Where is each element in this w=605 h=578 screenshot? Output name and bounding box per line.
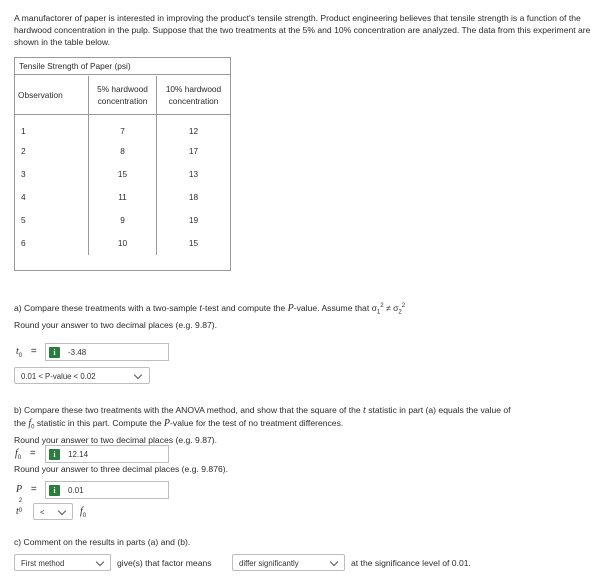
t0-answer-field[interactable] bbox=[45, 343, 169, 361]
part-c-question: c) Comment on the results in parts (a) and (b). bbox=[14, 537, 191, 547]
cell-10pct: 12 bbox=[157, 115, 231, 140]
data-table bbox=[14, 57, 231, 271]
cell-observation: 5 bbox=[21, 215, 26, 226]
cell-5pct: 15 bbox=[89, 162, 157, 185]
cell-10pct: 15 bbox=[157, 232, 231, 255]
p-value: 0.01 bbox=[68, 486, 84, 495]
comparison-selected: < bbox=[40, 508, 45, 517]
part-c-tail-text: at the significance level of 0.01. bbox=[351, 558, 471, 568]
table-row bbox=[15, 139, 230, 162]
f0-label bbox=[15, 448, 36, 461]
f0-compare-label bbox=[80, 506, 86, 519]
pvalue-range-selected: 0.01 < P-value < 0.02 bbox=[21, 372, 96, 381]
table-row bbox=[15, 185, 230, 208]
pvalue-range-select[interactable] bbox=[14, 367, 150, 384]
f0-subscript: 0 bbox=[17, 455, 22, 461]
table-row bbox=[15, 115, 230, 140]
round-note: Round your answer to two decimal places (e.g. 9.87). bbox=[14, 434, 218, 445]
column-header-5pct-line1: 5% hardwood bbox=[97, 84, 148, 94]
part-b-question bbox=[14, 404, 599, 446]
f0-symbol: f bbox=[15, 448, 18, 459]
cell-observation: 1 bbox=[21, 126, 26, 136]
round-note-3dp: Round your answer to three decimal places (e.g. 9.876). bbox=[14, 464, 229, 474]
equals-sign: = bbox=[30, 484, 37, 495]
part-a-text: -test and compute the bbox=[202, 302, 288, 313]
method-select[interactable] bbox=[14, 554, 111, 571]
column-header-5pct bbox=[89, 76, 157, 115]
cell-5pct: 10 bbox=[89, 232, 157, 255]
significance-select[interactable] bbox=[232, 554, 345, 571]
f0-answer-field[interactable] bbox=[45, 445, 169, 463]
t0-squared-symbol: t bbox=[16, 506, 19, 517]
table-row bbox=[15, 209, 230, 232]
chevron-down-icon bbox=[330, 558, 338, 566]
math-t: t bbox=[363, 405, 366, 416]
method-selected: First method bbox=[21, 559, 65, 568]
part-a-text: a) Compare these treatments with a two-sample bbox=[14, 302, 200, 313]
f0-subscript: 0 bbox=[82, 513, 87, 519]
problem-intro: A manufactorer of paper is interested in improving the product's tensile strength. Product engineering believes that tensile strength is a function of the hardwood concentration in the pulp. Suppose that the two treatments at the 5% and 10% concentration are analyzed. The data from this experiment are shown in the table below. bbox=[14, 13, 591, 47]
cell-5pct: 9 bbox=[89, 209, 157, 232]
math-p: P bbox=[287, 302, 294, 314]
cell-observation: 3 bbox=[21, 168, 26, 179]
table-row bbox=[15, 162, 230, 185]
chevron-down-icon bbox=[58, 507, 66, 515]
part-a-text: -value. Assume that σ bbox=[293, 302, 377, 313]
cell-5pct: 7 bbox=[89, 115, 157, 140]
cell-10pct: 18 bbox=[157, 185, 231, 208]
table-title: Tensile Strength of Paper (psi) bbox=[15, 58, 230, 75]
equals-sign: = bbox=[30, 346, 37, 357]
t0-value: -3.48 bbox=[68, 348, 87, 357]
cell-observation: 2 bbox=[21, 145, 26, 156]
table-body bbox=[15, 76, 230, 255]
cell-10pct: 13 bbox=[157, 162, 231, 185]
math-p: P bbox=[163, 418, 171, 429]
part-a-text: ≠ σ bbox=[383, 302, 399, 313]
chevron-down-icon bbox=[134, 371, 142, 379]
info-icon[interactable]: i bbox=[49, 485, 60, 496]
p-label bbox=[16, 484, 37, 495]
p-symbol: P bbox=[16, 484, 23, 495]
t0-squared-label bbox=[16, 498, 23, 517]
equals-sign: = bbox=[29, 448, 36, 459]
cell-observation: 4 bbox=[21, 191, 26, 202]
column-header-10pct-line2: concentration bbox=[168, 96, 219, 106]
table-row bbox=[15, 232, 230, 255]
f0-symbol: f bbox=[80, 506, 83, 517]
t0-subscript: 0 bbox=[18, 353, 23, 359]
column-header-observation: Observation bbox=[15, 76, 89, 115]
math-f: f bbox=[28, 418, 32, 429]
cell-10pct: 17 bbox=[157, 139, 231, 162]
column-header-5pct-line2: concentration bbox=[97, 96, 148, 106]
cell-observation: 6 bbox=[21, 238, 26, 249]
part-b-text: statistic in part (a) equals the value of bbox=[365, 405, 511, 415]
part-b-text: statistic in this part. Compute the bbox=[34, 418, 164, 428]
math-f-subscript: 0 bbox=[31, 424, 35, 431]
info-icon[interactable]: i bbox=[49, 347, 60, 358]
part-b-line2 bbox=[14, 417, 599, 434]
part-c-mid-text: give(s) that factor means bbox=[117, 558, 212, 568]
chevron-down-icon bbox=[96, 558, 104, 566]
part-b-text: the bbox=[14, 418, 29, 428]
round-note: Round your answer to two decimal places (e.g. 9.87). bbox=[14, 319, 218, 330]
cell-5pct: 8 bbox=[89, 139, 157, 162]
t0-label bbox=[16, 346, 37, 359]
part-b-text: b) Compare these two treatments with the ANOVA method, and show that the square of the bbox=[14, 405, 364, 415]
cell-5pct: 11 bbox=[89, 185, 157, 208]
part-b-line1 bbox=[14, 404, 599, 417]
p-answer-field[interactable] bbox=[45, 481, 169, 499]
math-t: t bbox=[199, 302, 203, 314]
significance-selected: differ significantly bbox=[239, 559, 299, 568]
t0-squared-superscript: 2 bbox=[18, 498, 23, 504]
t0-symbol: t bbox=[16, 346, 19, 357]
info-icon[interactable]: i bbox=[49, 449, 60, 460]
part-a-question: a) Compare these treatments with a two-sample t-test and compute the P-value. Assume that $\sigma_1^2 \ne \sigma_2^2$ Round your answer to two decimal places (e.g. 9.87). bbox=[14, 300, 599, 331]
t0-squared-subscript: 0 bbox=[18, 508, 23, 514]
column-header-10pct-line1: 10% hardwood bbox=[165, 84, 222, 94]
part-b-text: -value for the test of no treatment differences. bbox=[170, 418, 344, 428]
column-header-10pct bbox=[157, 76, 231, 115]
f0-value: 12.14 bbox=[68, 450, 89, 459]
cell-10pct: 19 bbox=[157, 209, 231, 232]
comparison-select[interactable] bbox=[33, 503, 73, 520]
